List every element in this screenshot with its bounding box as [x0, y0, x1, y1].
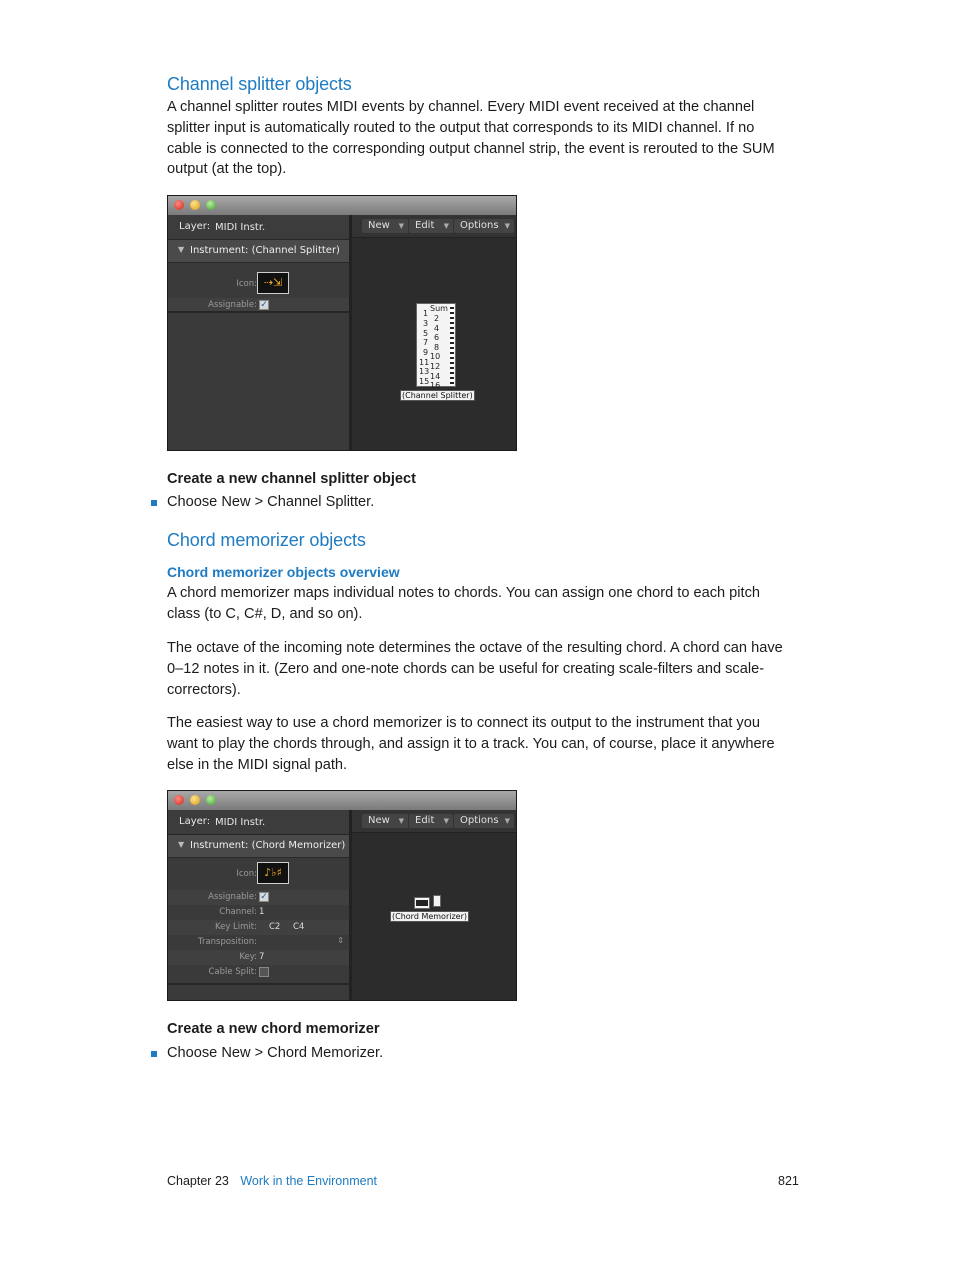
footer-chapter-number: 23 [214, 1174, 229, 1188]
icon-label: Icon: [236, 869, 257, 879]
chord-memorizer-screenshot [167, 790, 517, 1001]
splitter-sum-label: Sum [430, 304, 448, 313]
bullet-icon [151, 500, 157, 506]
channel-row[interactable] [168, 905, 349, 920]
splitter-channel: 15 [419, 377, 430, 386]
inspector-panel [168, 215, 352, 450]
disclosure-triangle-icon[interactable]: ▼ [178, 840, 185, 849]
chord-memorizer-label[interactable]: (Chord Memorizer) [392, 912, 467, 921]
layer-value[interactable]: MIDI Instr. [215, 817, 266, 828]
transposition-row[interactable] [168, 935, 349, 950]
assignable-checkbox[interactable]: ✓ [260, 300, 268, 310]
icon-label: Icon: [236, 279, 257, 289]
edit-menu[interactable] [409, 814, 453, 828]
keyboard-icon [416, 900, 428, 906]
bullet-text: Choose New > Chord Memorizer. [167, 1045, 384, 1061]
chord-memorizer-icon[interactable]: ♪♭♯ [257, 862, 289, 884]
assignable-checkbox[interactable]: ✓ [260, 892, 268, 902]
page-number: 821 [778, 1174, 799, 1188]
chord-memorizer-output[interactable] [433, 895, 441, 907]
channel-splitter-screenshot [167, 195, 517, 451]
key-limit-low[interactable]: C2 [269, 922, 281, 932]
edit-menu-label: Edit [415, 815, 435, 826]
key-label: Key: [239, 952, 257, 962]
minimize-button[interactable] [190, 200, 200, 210]
splitter-channel: 2 [434, 314, 440, 323]
inspector-panel [168, 810, 352, 1000]
transposition-label: Transposition: [198, 937, 257, 947]
new-menu-label: New [368, 220, 390, 231]
layer-row[interactable] [168, 810, 349, 835]
assignable-label: Assignable: [208, 892, 257, 902]
layer-label: Layer: [179, 221, 211, 232]
instrument-name: Instrument: (Channel Splitter) [190, 245, 340, 256]
close-button[interactable] [174, 200, 184, 210]
assignable-row [168, 890, 349, 905]
new-menu[interactable] [362, 814, 408, 828]
splitter-channel: 12 [430, 362, 441, 371]
splitter-channel: 10 [430, 352, 441, 361]
key-limit-high[interactable]: C4 [293, 922, 305, 932]
splitter-channel: 9 [423, 348, 429, 357]
splitter-channel: 16 [430, 381, 441, 390]
footer-chapter [167, 1174, 377, 1188]
key-limit-row[interactable] [168, 920, 349, 935]
splitter-channel: 11 [419, 358, 430, 367]
key-value[interactable]: 7 [259, 952, 265, 962]
stepper-icon[interactable]: ⇕ [337, 936, 344, 945]
instrument-row[interactable] [168, 240, 349, 263]
splitter-channel: 3 [423, 319, 429, 328]
bullet-item-channel-splitter [167, 494, 374, 510]
subheading-chord-memorizer-overview: Chord memorizer objects overview [167, 564, 400, 580]
icon-row [168, 862, 349, 888]
environment-canvas[interactable] [352, 215, 516, 450]
chord-memorizer-paragraph-3: The easiest way to use a chord memorizer is to connect its output to the instrument that you want to play the chords through, and assign it to a track. You can, of course, place it anywhere else in the MIDI signal path. [167, 715, 775, 773]
footer-chapter-label: Chapter [167, 1174, 212, 1188]
splitter-icon[interactable]: ⇢⇲ [257, 272, 289, 294]
cable-split-row [168, 965, 349, 980]
layer-label: Layer: [179, 816, 211, 827]
splitter-channel: 1 [423, 309, 429, 318]
options-menu-label: Options [460, 220, 499, 231]
options-menu-label: Options [460, 815, 499, 826]
bullet-item-chord-memorizer [167, 1045, 383, 1061]
splitter-outputs[interactable] [450, 304, 454, 386]
inspector-divider [168, 983, 349, 985]
footer-chapter-title[interactable]: Work in the Environment [240, 1174, 377, 1188]
chevron-down-icon: ▼ [443, 817, 449, 825]
task-title-chord-memorizer: Create a new chord memorizer [167, 1021, 380, 1037]
disclosure-triangle-icon[interactable]: ▼ [178, 245, 185, 254]
window-titlebar [168, 791, 516, 811]
splitter-channel: 8 [434, 343, 440, 352]
bullet-icon [151, 1051, 157, 1057]
assignable-row [168, 298, 349, 312]
section-heading-channel-splitter: Channel splitter objects [167, 74, 352, 94]
chevron-down-icon: ▼ [398, 817, 404, 825]
channel-label: Channel: [219, 907, 257, 917]
splitter-channel: 14 [430, 372, 441, 381]
environment-canvas[interactable] [352, 810, 516, 1000]
window-titlebar [168, 196, 516, 216]
cable-split-checkbox[interactable] [259, 967, 269, 977]
channel-splitter-paragraph: A channel splitter routes MIDI events by channel. Every MIDI event received at the channel splitter input is automatically routed to the output that corresponds to its MIDI channel. If no cable is connected to the corresponding output channel strip, the event is rerouted to the SUM output (at the top). [167, 99, 775, 178]
channel-splitter-label[interactable]: (Channel Splitter) [402, 391, 473, 400]
minimize-button[interactable] [190, 795, 200, 805]
chord-memorizer-paragraph-1: A chord memorizer maps individual notes to chords. You can assign one chord to each pitch class (to C, C#, D, and so on). [167, 585, 761, 622]
options-menu[interactable] [454, 219, 514, 233]
inspector-divider [168, 311, 349, 313]
options-menu[interactable] [454, 814, 514, 828]
chevron-down-icon: ▼ [398, 222, 404, 230]
splitter-channel: 6 [434, 333, 440, 342]
key-limit-label: Key Limit: [214, 922, 257, 932]
edit-menu-label: Edit [415, 220, 435, 231]
splitter-channel: 4 [434, 324, 440, 333]
environment-menubar [352, 810, 516, 833]
chevron-down-icon: ▼ [504, 222, 510, 230]
new-menu-label: New [368, 815, 390, 826]
key-row[interactable] [168, 950, 349, 965]
section-heading-chord-memorizer: Chord memorizer objects [167, 530, 366, 550]
task-title-channel-splitter: Create a new channel splitter object [167, 471, 416, 487]
channel-splitter-object[interactable] [416, 303, 456, 390]
cable-split-label: Cable Split: [208, 967, 257, 977]
chevron-down-icon: ▼ [504, 817, 510, 825]
environment-menubar [352, 215, 516, 238]
chord-memorizer-paragraph-2: The octave of the incoming note determines the octave of the resulting chord. A chord can have 0–12 notes in it. (Zero and one-note chords can be useful for creating scale-filters and scale-correctors). [167, 640, 783, 698]
splitter-channel: 13 [419, 367, 430, 376]
instrument-row[interactable] [168, 835, 349, 858]
chevron-down-icon: ▼ [443, 222, 449, 230]
chord-memorizer-object[interactable] [414, 897, 430, 909]
icon-row [168, 272, 349, 298]
new-menu[interactable] [362, 219, 408, 233]
close-button[interactable] [174, 795, 184, 805]
layer-value[interactable]: MIDI Instr. [215, 222, 266, 233]
splitter-channel: 5 [423, 329, 429, 338]
instrument-name: Instrument: (Chord Memorizer) [190, 840, 346, 851]
edit-menu[interactable] [409, 219, 453, 233]
bullet-text: Choose New > Channel Splitter. [167, 494, 375, 510]
assignable-label: Assignable: [208, 300, 257, 310]
zoom-button[interactable] [206, 795, 216, 805]
channel-value[interactable]: 1 [259, 907, 265, 917]
splitter-channel: 7 [423, 338, 429, 347]
layer-row[interactable] [168, 215, 349, 240]
zoom-button[interactable] [206, 200, 216, 210]
